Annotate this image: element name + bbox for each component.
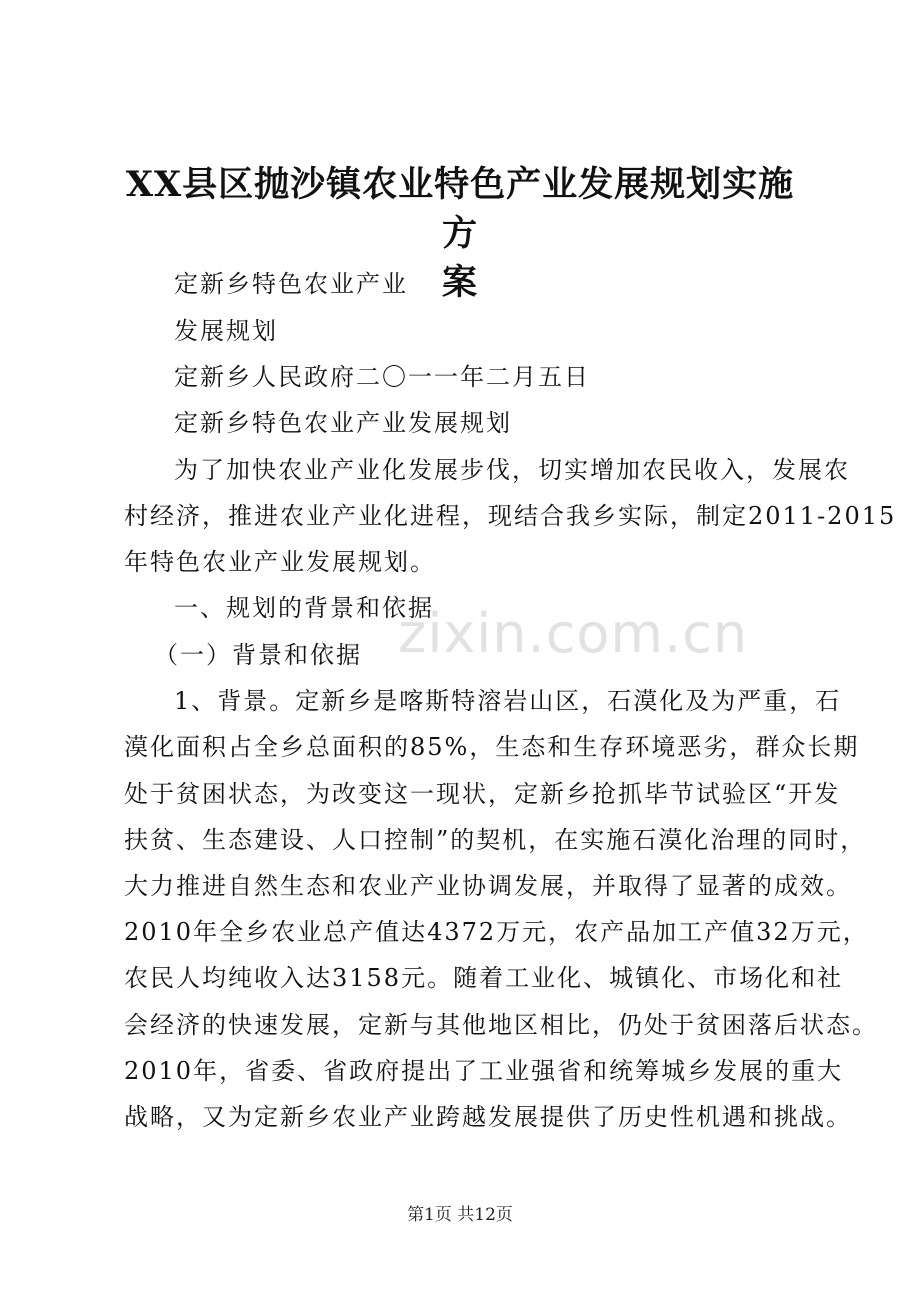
para2-line-3: 处于贫困状态，为改变这一现状，定新乡抢抓毕节试验区“开发 [124,780,841,808]
watermark: zixin.com.cn [398,602,749,665]
para2-line-2: 漠化面积占全乡总面积的85%，生态和生存环境恶劣，群众长期 [124,733,860,761]
para1-line-2: 村经济，推进农业产业化进程，现结合我乡实际，制定2011-2015 [124,502,897,530]
para1-line-1: 为了加快农业产业化发展步伐，切实增加农民收入，发展农 [174,456,850,484]
intro-line-3: 定新乡人民政府二〇一一年二月五日 [174,363,590,391]
page-footer: 第1页 共12页 [407,1205,513,1225]
para2-line-10: 战略，又为定新乡农业产业跨越发展提供了历史性机遇和挑战。 [124,1103,852,1131]
intro-line-1: 定新乡特色农业产业 [174,270,408,298]
title-line-2: 案 [441,262,478,303]
section-heading: 一、规划的背景和依据 [174,594,434,622]
para2-line-6: 2010年全乡农业总产值达4372万元，农产品加工产值32万元， [124,918,869,946]
title-line-1: XX县区抛沙镇农业特色产业发展规划实施方 [125,164,795,254]
para2-line-1: 1、背景。定新乡是喀斯特溶岩山区，石漠化及为严重，石 [174,687,842,715]
para2-line-7: 农民人均纯收入达3158元。随着工业化、城镇化、市场化和社 [124,964,844,992]
intro-line-2: 发展规划 [174,317,278,345]
para2-line-4: 扶贫、生态建设、人口控制”的契机，在实施石漠化治理的同时， [124,826,867,854]
para2-line-9: 2010年，省委、省政府提出了工业强省和统筹城乡发展的重大 [124,1057,844,1085]
para2-line-5: 大力推进自然生态和农业产业协调发展，并取得了显著的成效。 [124,872,852,900]
para2-line-8: 会经济的快速发展，定新与其他地区相比，仍处于贫困落后状态。 [124,1011,878,1039]
para1-line-3: 年特色农业产业发展规划。 [124,548,436,576]
subsection-heading: （一）背景和依据 [154,641,362,669]
intro-line-4: 定新乡特色农业产业发展规划 [174,409,512,437]
